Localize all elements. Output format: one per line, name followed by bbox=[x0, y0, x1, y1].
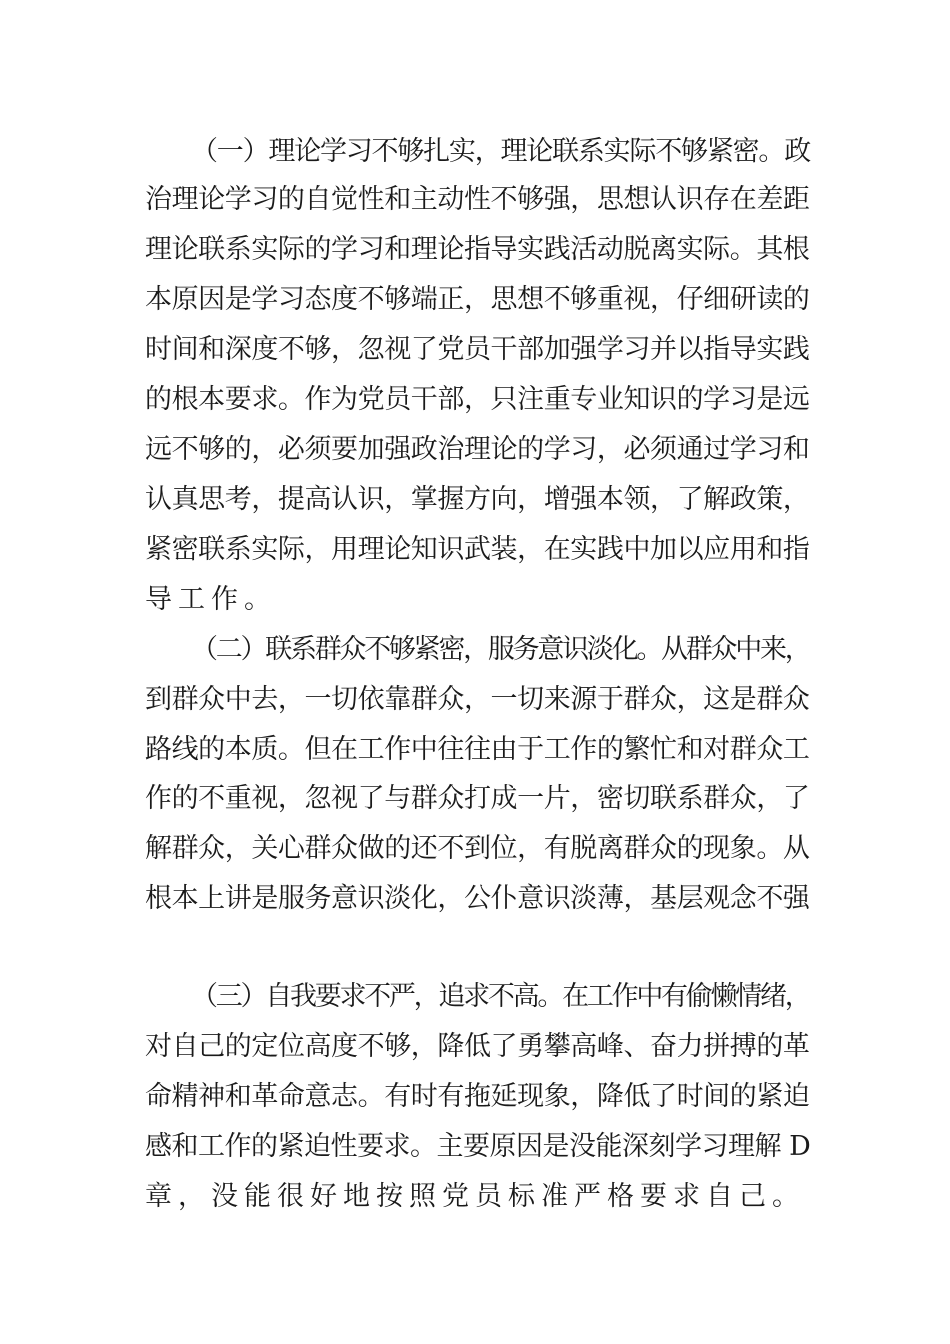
paragraph-line: 解群众，关心群众做的还不到位，有脱离群众的现象。从 bbox=[145, 833, 810, 864]
paragraph-line: （三）自我要求不严，追求不高。在工作中有偷懒情绪， bbox=[191, 981, 810, 1012]
paragraph-line: 到群众中去，一切依靠群众，一切来源于群众，这是群众 bbox=[145, 684, 810, 715]
paragraph-line: （二）联系群众不够紧密，服务意识淡化。从群众中来， bbox=[191, 634, 810, 665]
paragraph-line: 对自己的定位高度不够，降低了勇攀高峰、奋力拼搏的革 bbox=[145, 1031, 810, 1062]
paragraph-line: 路线的本质。但在工作中往往由于工作的繁忙和对群众工 bbox=[145, 734, 810, 765]
paragraph-line: 命精神和革命意志。有时有拖延现象，降低了时间的紧迫 bbox=[145, 1081, 810, 1112]
paragraph-line: 紧密联系实际，用理论知识武装，在实践中加以应用和指 bbox=[145, 534, 810, 565]
paragraph-line: 理论联系实际的学习和理论指导实践活动脱离实际。其根 bbox=[145, 234, 810, 265]
paragraph-line: 本原因是学习态度不够端正，思想不够重视，仔细研读的 bbox=[145, 284, 810, 315]
paragraph-line: 感和工作的紧迫性要求。主要原因是没能深刻学习理解 D bbox=[145, 1131, 811, 1162]
paragraph-line: 根本上讲是服务意识淡化，公仆意识淡薄，基层观念不强 bbox=[145, 883, 810, 914]
paragraph-line: 作的不重视，忽视了与群众打成一片，密切联系群众，了 bbox=[145, 783, 810, 814]
paragraph-line: 导工作。 bbox=[145, 584, 277, 615]
paragraph-line: （一）理论学习不够扎实，理论联系实际不够紧密。政 bbox=[191, 136, 810, 167]
paragraph-line: 治理论学习的自觉性和主动性不够强，思想认识存在差距 bbox=[145, 184, 810, 215]
paragraph-line: 的根本要求。作为党员干部，只注重专业知识的学习是远 bbox=[145, 384, 810, 415]
paragraph-line: 远不够的，必须要加强政治理论的学习，必须通过学习和 bbox=[145, 434, 810, 465]
paragraph-line: 认真思考，提高认识，掌握方向，增强本领，了解政策， bbox=[145, 484, 810, 515]
paragraph-line: 章，没能很好地按照党员标准严格要求自己。 bbox=[145, 1181, 805, 1212]
paragraph-line: 时间和深度不够，忽视了党员干部加强学习并以指导实践 bbox=[145, 334, 810, 365]
